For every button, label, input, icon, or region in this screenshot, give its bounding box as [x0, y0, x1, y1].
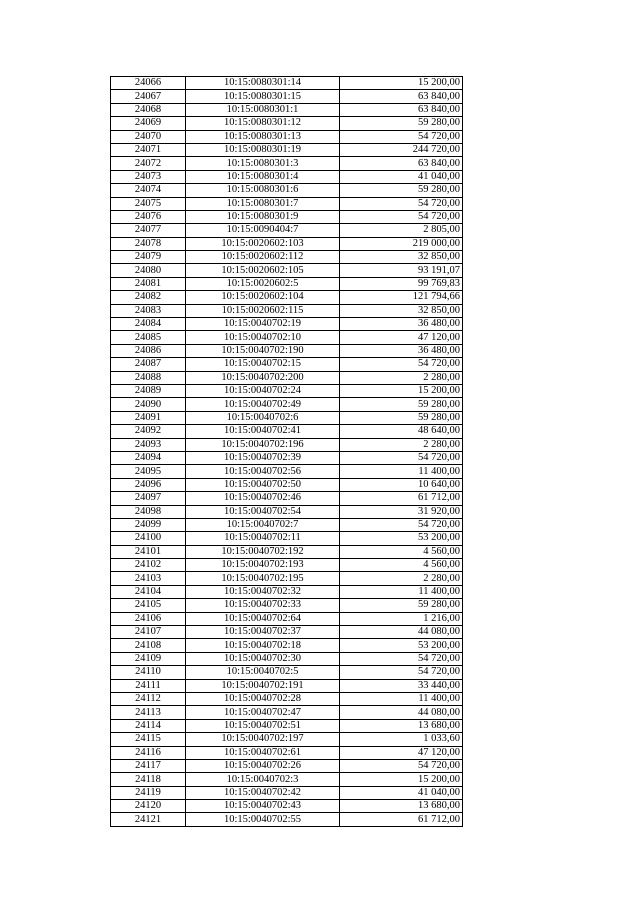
row-number-cell: 24101 [111, 545, 186, 558]
value-cell: 54 720,00 [340, 358, 463, 371]
table-row [111, 612, 463, 625]
row-number-cell: 24095 [111, 465, 186, 478]
cadastral-number-cell: 10:15:0040702:55 [186, 813, 340, 826]
table-row [111, 786, 463, 799]
value-cell: 36 480,00 [340, 318, 463, 331]
value-cell: 59 280,00 [340, 411, 463, 424]
cadastral-number-cell: 10:15:0080301:1 [186, 103, 340, 116]
row-number-cell: 24069 [111, 117, 186, 130]
cadastral-number-cell: 10:15:0040702:37 [186, 626, 340, 639]
row-number-cell: 24103 [111, 572, 186, 585]
value-cell: 54 720,00 [340, 197, 463, 210]
table-row [111, 398, 463, 411]
value-cell: 2 805,00 [340, 224, 463, 237]
table-row [111, 518, 463, 531]
cadastral-value-table [110, 76, 463, 827]
table-body [111, 77, 463, 827]
row-number-cell: 24120 [111, 800, 186, 813]
table-row [111, 465, 463, 478]
cadastral-number-cell: 10:15:0040702:33 [186, 599, 340, 612]
cadastral-number-cell: 10:15:0040702:193 [186, 559, 340, 572]
cadastral-number-cell: 10:15:0040702:43 [186, 800, 340, 813]
cadastral-number-cell: 10:15:0040702:5 [186, 666, 340, 679]
table-row [111, 800, 463, 813]
row-number-cell: 24100 [111, 532, 186, 545]
cadastral-number-cell: 10:15:0040702:41 [186, 425, 340, 438]
table-row [111, 733, 463, 746]
row-number-cell: 24067 [111, 90, 186, 103]
cadastral-number-cell: 10:15:0040702:56 [186, 465, 340, 478]
row-number-cell: 24086 [111, 344, 186, 357]
row-number-cell: 24117 [111, 759, 186, 772]
value-cell: 61 712,00 [340, 813, 463, 826]
value-cell: 48 640,00 [340, 425, 463, 438]
value-cell: 2 280,00 [340, 438, 463, 451]
cadastral-number-cell: 10:15:0040702:61 [186, 746, 340, 759]
cadastral-number-cell: 10:15:0040702:197 [186, 733, 340, 746]
row-number-cell: 24071 [111, 143, 186, 156]
cadastral-number-cell: 10:15:0040702:26 [186, 759, 340, 772]
value-cell: 33 440,00 [340, 679, 463, 692]
table-row [111, 411, 463, 424]
value-cell: 59 280,00 [340, 599, 463, 612]
cadastral-number-cell: 10:15:0040702:191 [186, 679, 340, 692]
row-number-cell: 24113 [111, 706, 186, 719]
row-number-cell: 24073 [111, 170, 186, 183]
cadastral-number-cell: 10:15:0040702:32 [186, 585, 340, 598]
cadastral-number-cell: 10:15:0080301:12 [186, 117, 340, 130]
cadastral-number-cell: 10:15:0040702:7 [186, 518, 340, 531]
cadastral-number-cell: 10:15:0040702:28 [186, 692, 340, 705]
table-row [111, 478, 463, 491]
row-number-cell: 24110 [111, 666, 186, 679]
value-cell: 63 840,00 [340, 157, 463, 170]
row-number-cell: 24085 [111, 331, 186, 344]
value-cell: 11 400,00 [340, 692, 463, 705]
value-cell: 41 040,00 [340, 786, 463, 799]
cadastral-number-cell: 10:15:0040702:47 [186, 706, 340, 719]
value-cell: 59 280,00 [340, 398, 463, 411]
table-row [111, 277, 463, 290]
row-number-cell: 24098 [111, 505, 186, 518]
cadastral-number-cell: 10:15:0020602:104 [186, 291, 340, 304]
value-cell: 32 850,00 [340, 251, 463, 264]
value-cell: 11 400,00 [340, 585, 463, 598]
value-cell: 63 840,00 [340, 103, 463, 116]
table-row [111, 184, 463, 197]
row-number-cell: 24070 [111, 130, 186, 143]
cadastral-number-cell: 10:15:0080301:6 [186, 184, 340, 197]
table-row [111, 371, 463, 384]
value-cell: 4 560,00 [340, 545, 463, 558]
table-row [111, 237, 463, 250]
value-cell: 13 680,00 [340, 719, 463, 732]
cadastral-number-cell: 10:15:0040702:42 [186, 786, 340, 799]
table-row [111, 492, 463, 505]
value-cell: 63 840,00 [340, 90, 463, 103]
cadastral-number-cell: 10:15:0040702:200 [186, 371, 340, 384]
value-cell: 54 720,00 [340, 130, 463, 143]
table-row [111, 77, 463, 90]
table-row [111, 532, 463, 545]
row-number-cell: 24119 [111, 786, 186, 799]
value-cell: 36 480,00 [340, 344, 463, 357]
value-cell: 54 720,00 [340, 210, 463, 223]
row-number-cell: 24091 [111, 411, 186, 424]
table-row [111, 746, 463, 759]
cadastral-number-cell: 10:15:0040702:196 [186, 438, 340, 451]
value-cell: 15 200,00 [340, 384, 463, 397]
table-row [111, 318, 463, 331]
row-number-cell: 24108 [111, 639, 186, 652]
row-number-cell: 24105 [111, 599, 186, 612]
row-number-cell: 24093 [111, 438, 186, 451]
table-row [111, 451, 463, 464]
table-row [111, 384, 463, 397]
table-row [111, 759, 463, 772]
row-number-cell: 24076 [111, 210, 186, 223]
cadastral-number-cell: 10:15:0040702:6 [186, 411, 340, 424]
table-row [111, 117, 463, 130]
cadastral-number-cell: 10:15:0020602:5 [186, 277, 340, 290]
value-cell: 244 720,00 [340, 143, 463, 156]
table-row [111, 666, 463, 679]
cadastral-number-cell: 10:15:0080301:14 [186, 77, 340, 90]
value-cell: 2 280,00 [340, 371, 463, 384]
table-row [111, 559, 463, 572]
row-number-cell: 24104 [111, 585, 186, 598]
table-row [111, 90, 463, 103]
cadastral-number-cell: 10:15:0040702:15 [186, 358, 340, 371]
row-number-cell: 24112 [111, 692, 186, 705]
row-number-cell: 24077 [111, 224, 186, 237]
cadastral-number-cell: 10:15:0040702:24 [186, 384, 340, 397]
table-row [111, 692, 463, 705]
table-row [111, 264, 463, 277]
row-number-cell: 24096 [111, 478, 186, 491]
value-cell: 10 640,00 [340, 478, 463, 491]
value-cell: 93 191,07 [340, 264, 463, 277]
table-row [111, 143, 463, 156]
value-cell: 59 280,00 [340, 117, 463, 130]
row-number-cell: 24087 [111, 358, 186, 371]
cadastral-number-cell: 10:15:0020602:103 [186, 237, 340, 250]
row-number-cell: 24107 [111, 626, 186, 639]
row-number-cell: 24094 [111, 451, 186, 464]
table-row [111, 251, 463, 264]
table-row [111, 425, 463, 438]
table-row [111, 130, 463, 143]
value-cell: 1 216,00 [340, 612, 463, 625]
cadastral-number-cell: 10:15:0040702:46 [186, 492, 340, 505]
cadastral-number-cell: 10:15:0040702:64 [186, 612, 340, 625]
table-row [111, 197, 463, 210]
table-row [111, 679, 463, 692]
value-cell: 1 033,60 [340, 733, 463, 746]
value-cell: 99 769,83 [340, 277, 463, 290]
row-number-cell: 24092 [111, 425, 186, 438]
value-cell: 54 720,00 [340, 666, 463, 679]
value-cell: 15 200,00 [340, 773, 463, 786]
row-number-cell: 24083 [111, 304, 186, 317]
value-cell: 47 120,00 [340, 746, 463, 759]
row-number-cell: 24118 [111, 773, 186, 786]
row-number-cell: 24097 [111, 492, 186, 505]
cadastral-number-cell: 10:15:0080301:9 [186, 210, 340, 223]
table-row [111, 773, 463, 786]
table-row [111, 344, 463, 357]
cadastral-number-cell: 10:15:0040702:192 [186, 545, 340, 558]
table-row [111, 331, 463, 344]
cadastral-number-cell: 10:15:0080301:7 [186, 197, 340, 210]
cadastral-number-cell: 10:15:0040702:39 [186, 451, 340, 464]
table-row [111, 505, 463, 518]
row-number-cell: 24106 [111, 612, 186, 625]
value-cell: 4 560,00 [340, 559, 463, 572]
value-cell: 54 720,00 [340, 652, 463, 665]
cadastral-number-cell: 10:15:0040702:18 [186, 639, 340, 652]
row-number-cell: 24082 [111, 291, 186, 304]
table-row [111, 304, 463, 317]
table-row [111, 719, 463, 732]
row-number-cell: 24074 [111, 184, 186, 197]
cadastral-number-cell: 10:15:0040702:50 [186, 478, 340, 491]
value-cell: 41 040,00 [340, 170, 463, 183]
value-cell: 44 080,00 [340, 626, 463, 639]
row-number-cell: 24121 [111, 813, 186, 826]
value-cell: 31 920,00 [340, 505, 463, 518]
cadastral-number-cell: 10:15:0080301:15 [186, 90, 340, 103]
row-number-cell: 24079 [111, 251, 186, 264]
table-row [111, 224, 463, 237]
row-number-cell: 24066 [111, 77, 186, 90]
table-row [111, 626, 463, 639]
row-number-cell: 24114 [111, 719, 186, 732]
row-number-cell: 24099 [111, 518, 186, 531]
row-number-cell: 24102 [111, 559, 186, 572]
table-row [111, 291, 463, 304]
row-number-cell: 24078 [111, 237, 186, 250]
row-number-cell: 24089 [111, 384, 186, 397]
value-cell: 32 850,00 [340, 304, 463, 317]
cadastral-number-cell: 10:15:0080301:3 [186, 157, 340, 170]
row-number-cell: 24072 [111, 157, 186, 170]
table-row [111, 545, 463, 558]
value-cell: 54 720,00 [340, 518, 463, 531]
row-number-cell: 24075 [111, 197, 186, 210]
row-number-cell: 24084 [111, 318, 186, 331]
cadastral-number-cell: 10:15:0040702:49 [186, 398, 340, 411]
value-cell: 54 720,00 [340, 451, 463, 464]
cadastral-number-cell: 10:15:0040702:54 [186, 505, 340, 518]
cadastral-number-cell: 10:15:0040702:30 [186, 652, 340, 665]
cadastral-number-cell: 10:15:0080301:4 [186, 170, 340, 183]
table-row [111, 210, 463, 223]
cadastral-number-cell: 10:15:0020602:112 [186, 251, 340, 264]
cadastral-number-cell: 10:15:0040702:195 [186, 572, 340, 585]
cadastral-number-cell: 10:15:0040702:3 [186, 773, 340, 786]
cadastral-number-cell: 10:15:0040702:10 [186, 331, 340, 344]
table-row [111, 585, 463, 598]
value-cell: 61 712,00 [340, 492, 463, 505]
cadastral-number-cell: 10:15:0040702:190 [186, 344, 340, 357]
value-cell: 2 280,00 [340, 572, 463, 585]
cadastral-number-cell: 10:15:0020602:105 [186, 264, 340, 277]
row-number-cell: 24090 [111, 398, 186, 411]
table-row [111, 157, 463, 170]
value-cell: 53 200,00 [340, 639, 463, 652]
table-row [111, 706, 463, 719]
value-cell: 219 000,00 [340, 237, 463, 250]
row-number-cell: 24080 [111, 264, 186, 277]
cadastral-number-cell: 10:15:0040702:19 [186, 318, 340, 331]
value-cell: 121 794,66 [340, 291, 463, 304]
table-row [111, 358, 463, 371]
table-row [111, 813, 463, 826]
cadastral-number-cell: 10:15:0080301:13 [186, 130, 340, 143]
value-cell: 44 080,00 [340, 706, 463, 719]
value-cell: 59 280,00 [340, 184, 463, 197]
row-number-cell: 24088 [111, 371, 186, 384]
row-number-cell: 24109 [111, 652, 186, 665]
table-row [111, 438, 463, 451]
table-row [111, 599, 463, 612]
table-row [111, 103, 463, 116]
value-cell: 13 680,00 [340, 800, 463, 813]
value-cell: 15 200,00 [340, 77, 463, 90]
value-cell: 53 200,00 [340, 532, 463, 545]
cadastral-number-cell: 10:15:0080301:19 [186, 143, 340, 156]
value-cell: 11 400,00 [340, 465, 463, 478]
row-number-cell: 24111 [111, 679, 186, 692]
row-number-cell: 24115 [111, 733, 186, 746]
cadastral-number-cell: 10:15:0040702:11 [186, 532, 340, 545]
table-row [111, 639, 463, 652]
cadastral-number-cell: 10:15:0090404:7 [186, 224, 340, 237]
row-number-cell: 24116 [111, 746, 186, 759]
cadastral-number-cell: 10:15:0040702:51 [186, 719, 340, 732]
value-cell: 47 120,00 [340, 331, 463, 344]
table-row [111, 652, 463, 665]
cadastral-number-cell: 10:15:0020602:115 [186, 304, 340, 317]
row-number-cell: 24068 [111, 103, 186, 116]
table-row [111, 572, 463, 585]
row-number-cell: 24081 [111, 277, 186, 290]
value-cell: 54 720,00 [340, 759, 463, 772]
table-row [111, 170, 463, 183]
